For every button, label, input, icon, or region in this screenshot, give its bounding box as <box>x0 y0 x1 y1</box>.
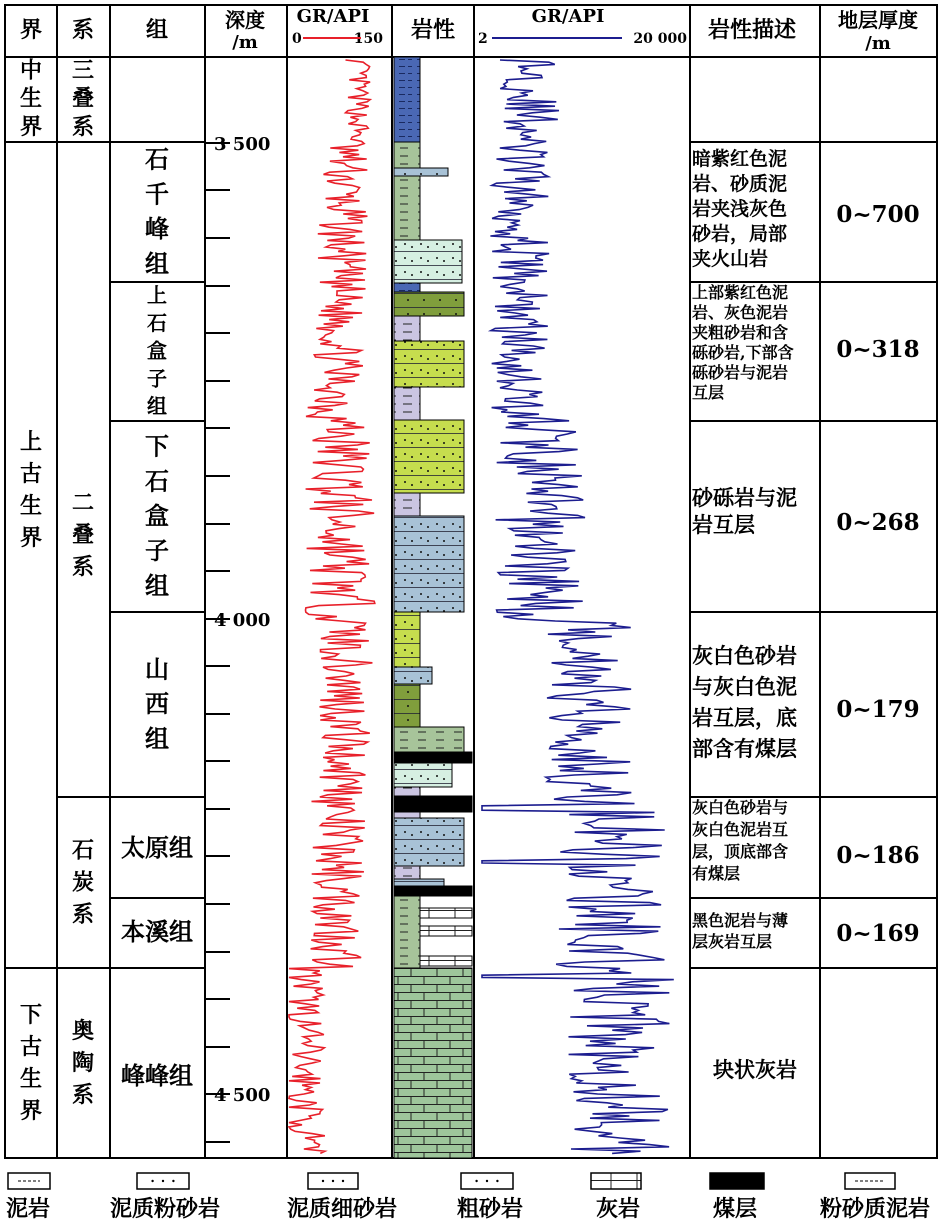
legend-label: 泥岩 <box>5 1196 51 1222</box>
litho-bed <box>394 886 472 896</box>
litho-bed <box>394 787 420 796</box>
thickness-value: 0~179 <box>836 696 920 723</box>
litho-bed <box>394 879 444 886</box>
description-line: 黑色泥岩与薄 <box>692 911 789 930</box>
group-lower-shihezi-char: 子 <box>145 535 169 565</box>
legend-swatch-dot <box>332 1180 334 1182</box>
header-description: 岩性描述 <box>707 17 797 43</box>
system-permian-char: 二 <box>71 490 95 517</box>
legend-swatch-dot <box>162 1180 164 1182</box>
header-gr-right-min: 2 <box>478 31 488 47</box>
system-permian <box>72 490 94 580</box>
system-triassic-char: 三 <box>71 57 95 84</box>
litho-limestone-band <box>420 926 472 936</box>
description-line: 夹火山岩 <box>692 248 769 270</box>
era-mesozoic-char: 生 <box>19 85 43 112</box>
description-line: 层，顶底部含 <box>692 842 789 861</box>
header-system: 系 <box>71 17 95 43</box>
litho-bed <box>394 387 420 420</box>
litho-bed <box>394 727 464 752</box>
lithology-column <box>394 57 472 1158</box>
depth-label-4500: 4 500 <box>214 1085 271 1106</box>
description-line: 灰白色泥岩互 <box>692 820 789 839</box>
description-line: 块状灰岩 <box>713 1057 797 1082</box>
group-lower-shihezi-char: 组 <box>145 570 169 600</box>
description-line: 岩、砂质泥 <box>692 173 788 195</box>
description-line: 岩互层 <box>692 512 755 537</box>
legend-label: 泥质粉砂岩 <box>109 1196 221 1222</box>
litho-bed <box>394 168 448 176</box>
group-shiqianfeng-char: 组 <box>145 248 169 278</box>
system-ordovician-char: 系 <box>71 1081 95 1108</box>
header-depth-unit: /m <box>232 32 258 53</box>
description-line: 暗紫红色泥 <box>692 148 788 170</box>
depth-label-3500: 3 500 <box>214 134 271 155</box>
system-triassic-char: 叠 <box>71 85 95 112</box>
litho-bed <box>394 316 420 341</box>
header-thickness: 地层厚度 <box>838 8 918 32</box>
group-lower-shihezi-char: 盒 <box>145 501 169 531</box>
description-line: 灰白色砂岩 <box>692 643 797 668</box>
system-carboniferous <box>72 838 94 928</box>
system-carboniferous-char: 系 <box>71 901 95 928</box>
description-line: 岩夹浅灰色 <box>692 198 788 220</box>
litho-bed <box>394 812 420 818</box>
description-line: 互层 <box>692 383 725 402</box>
description-line: 砂岩，局部 <box>692 223 788 245</box>
legend <box>6 1173 930 1222</box>
group-shanxi <box>145 654 169 753</box>
era-upper-paleozoic <box>20 429 42 551</box>
log-curves <box>289 60 674 1153</box>
gr-right-curve <box>482 60 674 1153</box>
system-triassic <box>72 57 94 140</box>
litho-bed <box>394 612 420 667</box>
group-lower-shihezi-char: 下 <box>145 431 169 461</box>
system-ordovician-char: 奥 <box>71 1018 95 1045</box>
description-line: 砂砾岩与泥 <box>692 485 797 510</box>
header-era: 界 <box>19 17 43 43</box>
system-permian-char: 系 <box>71 553 95 580</box>
litho-limestone-band <box>420 908 472 918</box>
era-mesozoic-char: 中 <box>19 57 43 84</box>
legend-label: 粗砂岩 <box>456 1196 524 1222</box>
description-line: 层灰岩互层 <box>692 932 773 951</box>
group-upper-shihezi <box>147 283 167 418</box>
era-lower-paleozoic-char: 界 <box>19 1097 43 1124</box>
group-shanxi-char: 山 <box>145 654 169 684</box>
legend-label: 粉砂质泥岩 <box>819 1196 931 1222</box>
legend-swatch-dot <box>172 1180 174 1182</box>
group-upper-shihezi-char: 子 <box>147 366 167 391</box>
description-line: 上部紫红色泥 <box>692 283 789 302</box>
era-lower-paleozoic-char: 古 <box>19 1034 43 1061</box>
description-line: 部含有煤层 <box>692 736 797 761</box>
litho-bed <box>394 866 420 879</box>
thickness-value: 0~186 <box>836 842 920 869</box>
group-shanxi-char: 组 <box>145 723 169 753</box>
legend-label: 煤层 <box>712 1196 758 1222</box>
legend-swatch-dot <box>342 1180 344 1182</box>
group-upper-shihezi-char: 组 <box>147 394 167 419</box>
description-line: 夹粗砂岩和含 <box>692 323 789 342</box>
litho-bed <box>394 176 420 240</box>
description-line: 砾砂岩与泥岩 <box>692 363 789 382</box>
header-group: 组 <box>145 17 169 43</box>
group-fengfeng: 峰峰组 <box>121 1061 193 1090</box>
group-shanxi-char: 西 <box>145 689 169 719</box>
litho-limestone-band <box>420 956 472 966</box>
system-carboniferous-char: 炭 <box>71 869 95 896</box>
description-line: 岩、灰色泥岩 <box>692 303 789 322</box>
description-line: 砾砂岩,下部含 <box>692 343 794 362</box>
thickness-value: 0~268 <box>836 509 920 536</box>
legend-swatch-dot <box>322 1180 324 1182</box>
group-benxi: 本溪组 <box>121 917 193 946</box>
system-carboniferous-char: 石 <box>71 837 95 864</box>
litho-bed <box>394 142 420 168</box>
system-triassic-char: 系 <box>71 114 95 141</box>
litho-bed <box>394 667 432 684</box>
litho-bed <box>394 240 462 283</box>
thickness-value: 0~169 <box>836 920 920 947</box>
litho-bed <box>394 896 420 968</box>
era-lower-paleozoic-char: 生 <box>19 1065 43 1092</box>
system-permian-char: 叠 <box>71 522 95 549</box>
era-upper-paleozoic-char: 古 <box>19 461 43 488</box>
description-line: 灰白色砂岩与 <box>692 798 789 817</box>
legend-swatch-dot <box>475 1180 477 1182</box>
litho-bed <box>394 292 464 316</box>
legend-label: 灰岩 <box>595 1196 641 1222</box>
system-ordovician-char: 陶 <box>71 1050 95 1077</box>
legend-swatch-dot <box>496 1180 498 1182</box>
era-upper-paleozoic-char: 上 <box>19 429 43 456</box>
group-shiqianfeng-char: 石 <box>145 144 169 174</box>
header-thickness-unit: /m <box>865 33 891 54</box>
group-upper-shihezi-char: 石 <box>147 310 167 335</box>
litho-bed <box>394 57 420 142</box>
litho-bed <box>394 341 464 387</box>
litho-bed <box>394 684 420 727</box>
group-lower-shihezi-char: 石 <box>145 466 169 496</box>
litho-bed <box>394 968 472 1158</box>
group-taiyuan: 太原组 <box>121 833 193 862</box>
thickness-value: 0~318 <box>836 336 920 363</box>
header-gr-left-min: 0 <box>292 31 302 47</box>
gr-left-curve <box>289 60 375 1153</box>
litho-bed <box>394 493 420 516</box>
litho-bed <box>394 763 452 787</box>
header-gr-left: GR/API <box>296 6 370 27</box>
header-gr-left-max: 150 <box>353 31 383 47</box>
era-upper-paleozoic-char: 生 <box>19 492 43 519</box>
legend-swatch <box>710 1173 764 1189</box>
description-line: 有煤层 <box>692 864 741 883</box>
header-gr-right-max: 20 000 <box>633 31 687 47</box>
thickness-value: 0~700 <box>836 201 920 228</box>
description-line: 与灰白色泥 <box>692 674 797 699</box>
header-lithology: 岩性 <box>410 17 456 43</box>
litho-bed <box>394 752 472 763</box>
header-depth: 深度 <box>225 8 265 32</box>
depth-label-4000: 4 000 <box>214 610 271 631</box>
group-shiqianfeng-char: 峰 <box>145 214 169 244</box>
group-upper-shihezi-char: 上 <box>147 283 167 308</box>
litho-bed <box>394 516 464 612</box>
era-lower-paleozoic-char: 下 <box>19 1002 43 1029</box>
legend-label: 泥质细砂岩 <box>286 1196 398 1222</box>
legend-swatch-dot <box>151 1180 153 1182</box>
litho-bed <box>394 283 420 292</box>
group-shiqianfeng <box>145 144 169 277</box>
era-mesozoic-char: 界 <box>19 114 43 141</box>
group-lower-shihezi <box>145 432 169 600</box>
group-upper-shihezi-char: 盒 <box>147 338 167 363</box>
era-upper-paleozoic-char: 界 <box>19 524 43 551</box>
header-gr-right: GR/API <box>531 6 605 27</box>
description-line: 岩互层，底 <box>692 705 797 730</box>
litho-bed <box>394 796 472 812</box>
litho-bed <box>394 420 464 493</box>
legend-swatch-dot <box>486 1180 488 1182</box>
era-lower-paleozoic <box>20 1002 42 1124</box>
litho-bed <box>394 818 464 866</box>
system-ordovician <box>72 1018 94 1108</box>
era-mesozoic <box>20 57 42 140</box>
legend-swatch <box>591 1173 641 1189</box>
group-shiqianfeng-char: 千 <box>145 179 169 209</box>
